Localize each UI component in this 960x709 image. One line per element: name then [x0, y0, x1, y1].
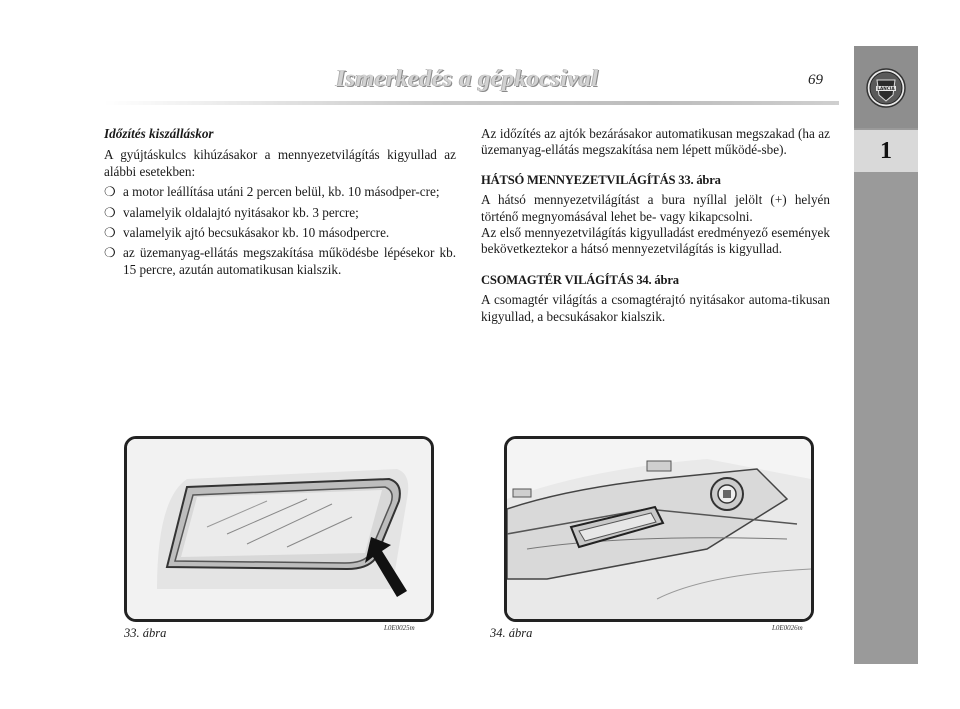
intro-paragraph: A gyújtáskulcs kihúzásakor a mennyezetvilágítás kigyullad az alábbi esetekben:: [104, 147, 456, 179]
bullet-circle-icon: ❍: [104, 225, 116, 241]
subheading: Időzítés kiszálláskor: [104, 126, 214, 141]
rear-light-paragraph-2: Az első mennyezetvilágítás kigyulladást eredményező események bekövetkeztekor a hátsó mennyezetvilágítás is kigyullad.: [481, 225, 830, 257]
figure-code: L0E0025m: [384, 624, 415, 632]
list-item: ❍ valamelyik oldalajtó nyitásakor kb. 3 percre;: [104, 204, 359, 220]
timer-paragraph: Az időzítés az ajtók bezárásakor automatikusan megszakad (ha az üzemanyag-ellátás megszakítása nem lépett működé-sbe).: [481, 126, 830, 158]
figure-caption: 34. ábra: [490, 626, 533, 640]
left-column: [104, 126, 456, 282]
figure-rear-ceiling-light: [124, 436, 434, 622]
lancia-shield-icon: [865, 67, 907, 109]
bullet-circle-icon: ❍: [104, 184, 116, 200]
bullet-circle-icon: ❍: [104, 204, 116, 220]
section-heading-trunk-light: CSOMAGTÉR VILÁGÍTÁS 34. ábra: [481, 272, 679, 287]
rear-ceiling-light-illustration: [127, 439, 431, 619]
figure-caption: 33. ábra: [124, 626, 167, 640]
chapter-number: 1: [854, 130, 918, 172]
list-item: ❍ a motor leállítása utáni 2 percen belül, kb. 10 másodper-cre;: [104, 184, 440, 200]
right-column: [481, 126, 830, 329]
bullet-list: [104, 184, 456, 278]
list-item: ❍ valamelyik ajtó becsukásakor kb. 10 másodpercre.: [104, 225, 390, 241]
list-item: ❍ az üzemanyag-ellátás megszakítása működésbe lépésekor kb. 15 percre, azután automatikusan kialszik.: [104, 245, 456, 277]
bullet-circle-icon: ❍: [104, 245, 116, 261]
page-number: 69: [808, 72, 823, 88]
rear-light-paragraph-1: A hátsó mennyezetvilágítást a bura nyíllal jelölt (+) helyén történő megnyomásával lehet be- vagy kikapcsolni.: [481, 192, 830, 224]
section-heading-rear-light: HÁTSÓ MENNYEZETVILÁGÍTÁS 33. ábra: [481, 172, 721, 187]
page-header-title: Ismerkedés a gépkocsival: [336, 66, 599, 92]
trunk-light-illustration: [507, 439, 811, 619]
trunk-light-paragraph: A csomagtér világítás a csomagtérajtó nyitásakor automa-tikusan kigyullad, a becsukásakor kialszik.: [481, 292, 830, 324]
logo-text: LANCIA: [877, 86, 895, 92]
figure-trunk-light: [504, 436, 814, 622]
header-divider: [104, 101, 839, 105]
figure-code: L0E0026m: [772, 624, 803, 632]
